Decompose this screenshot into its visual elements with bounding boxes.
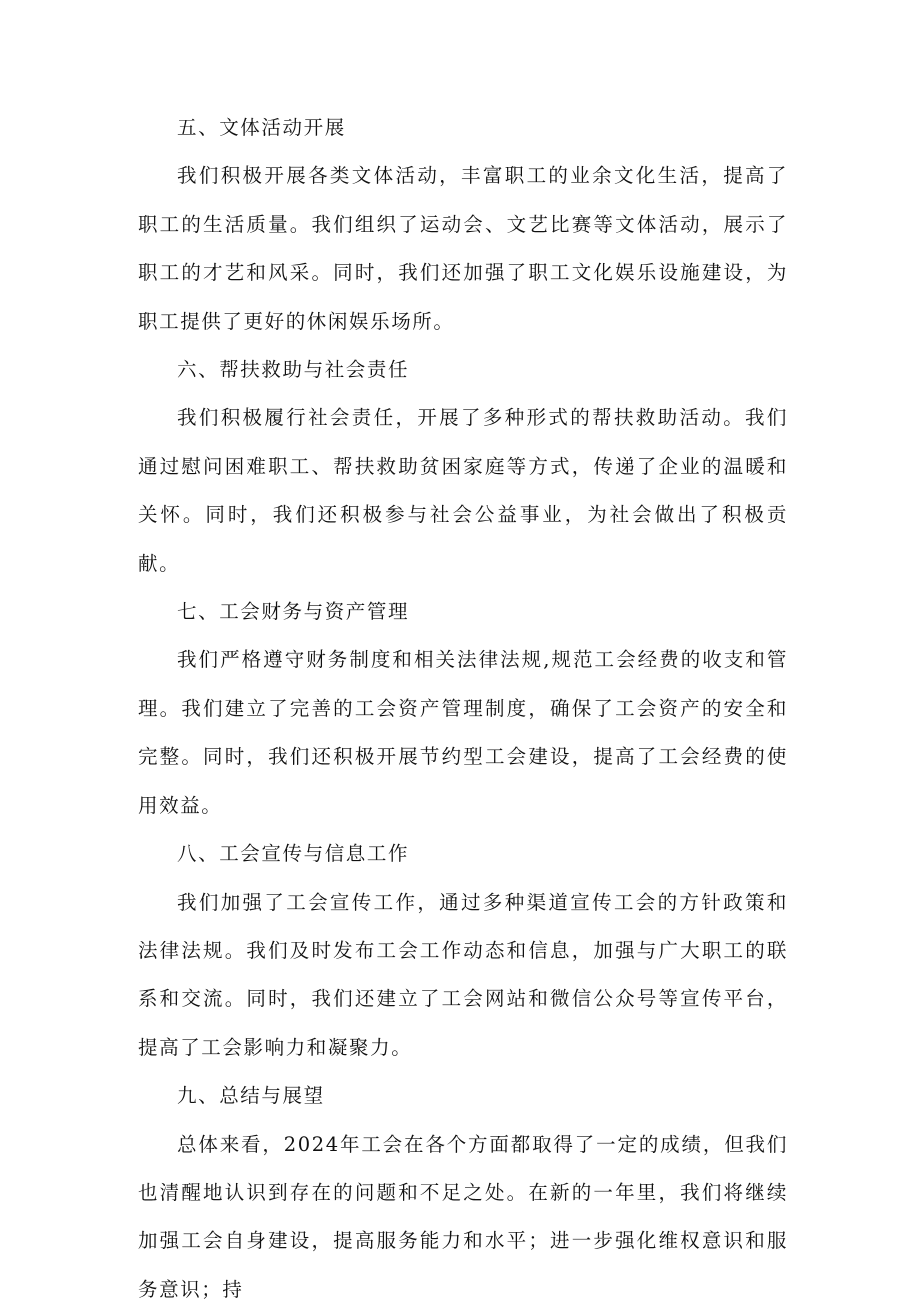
section-paragraph-5: 我们积极开展各类文体活动，丰富职工的业余文化生活，提高了职工的生活质量。我们组织了运动会、文艺比赛等文体活动，展示了职工的才艺和风采。同时，我们还加强了职工文化娱乐设施建设，为职工提供了更好的休闲娱乐场所。 xyxy=(138,164,788,333)
section-heading-9: 九、总结与展望 xyxy=(177,1084,325,1108)
document-page xyxy=(138,104,788,1314)
section-heading-7: 七、工会财务与资产管理 xyxy=(177,600,410,624)
section-paragraph-6: 我们积极履行社会责任，开展了多种形式的帮扶救助活动。我们通过慰问困难职工、帮扶救助贫困家庭等方式，传递了企业的温暖和关怀。同时，我们还积极参与社会公益事业，为社会做出了积极贡献。 xyxy=(138,406,788,575)
section-heading-8: 八、工会宣传与信息工作 xyxy=(177,842,410,866)
section-heading-5: 五、文体活动开展 xyxy=(177,116,346,139)
section-paragraph-9: 总体来看，2024年工会在各个方面都取得了一定的成绩，但我们也清醒地认识到存在的问题和不足之处。在新的一年里，我们将继续加强工会自身建设，提高服务能力和水平；进一步强化维权意识和服务意识；持 xyxy=(138,1132,788,1301)
section-paragraph-8: 我们加强了工会宣传工作，通过多种渠道宣传工会的方针政策和法律法规。我们及时发布工会工作动态和信息，加强与广大职工的联系和交流。同时，我们还建立了工会网站和微信公众号等宣传平台，提高了工会影响力和凝聚力。 xyxy=(138,890,788,1059)
section-heading-6: 六、帮扶救助与社会责任 xyxy=(177,358,410,382)
section-paragraph-7: 我们严格遵守财务制度和相关法律法规,规范工会经费的收支和管理。我们建立了完善的工会资产管理制度，确保了工会资产的安全和完整。同时，我们还积极开展节约型工会建设，提高了工会经费的使用效益。 xyxy=(138,648,788,817)
